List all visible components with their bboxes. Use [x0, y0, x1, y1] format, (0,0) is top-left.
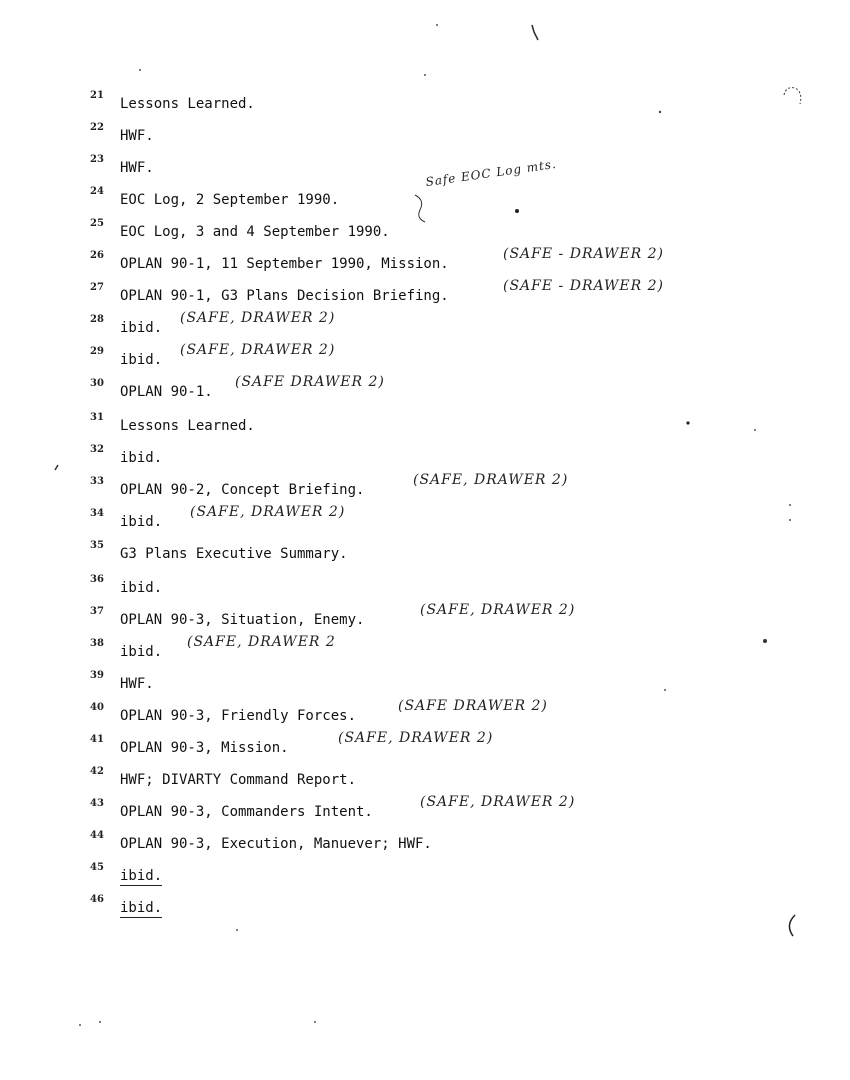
handwritten-annotation: (SAFE, DRAWER 2) [420, 794, 576, 810]
footnote-number: 33 [90, 476, 104, 487]
handwritten-annotation: (SAFE, DRAWER 2) [420, 602, 576, 618]
footnote-text: OPLAN 90-3, Friendly Forces. [120, 708, 357, 724]
footnote-text: ibid. [120, 644, 163, 660]
footnote-number: 46 [90, 894, 104, 905]
footnote-number: 28 [90, 314, 104, 325]
footnote-number: 31 [90, 412, 104, 423]
footnote-text: ibid. [120, 580, 163, 596]
footnote-text: OPLAN 90-3, Execution, Manuever; HWF. [120, 836, 432, 852]
footnote-text: ibid. [120, 352, 163, 368]
footnote-number: 36 [90, 574, 104, 585]
footnote-text: HWF. [120, 676, 154, 692]
footnote-number: 29 [90, 346, 104, 357]
handwritten-annotation: (SAFE, DRAWER 2) [413, 472, 569, 488]
footnote-number: 37 [90, 606, 104, 617]
footnote-number: 23 [90, 154, 104, 165]
footnote-text: HWF. [120, 128, 154, 144]
footnote-text: Lessons Learned. [120, 96, 255, 112]
footnote-text: HWF. [120, 160, 154, 176]
handwritten-annotation: Safe EOC Log mts. [424, 156, 558, 190]
footnote-number: 40 [90, 702, 104, 713]
footnote-number: 24 [90, 186, 104, 197]
footnote-text: OPLAN 90-2, Concept Briefing. [120, 482, 365, 498]
footnote-number: 32 [90, 444, 104, 455]
handwritten-annotation: (SAFE, DRAWER 2) [338, 730, 494, 746]
handwritten-annotation: (SAFE DRAWER 2) [235, 374, 385, 390]
footnote-text: EOC Log, 2 September 1990. [120, 192, 340, 208]
footnote-number: 30 [90, 378, 104, 389]
footnote-number: 34 [90, 508, 104, 519]
footnote-text: ibid. [120, 320, 163, 336]
handwritten-annotation: (SAFE DRAWER 2) [398, 698, 548, 714]
footnote-text: G3 Plans Executive Summary. [120, 546, 348, 562]
footnote-text: OPLAN 90-1, G3 Plans Decision Briefing. [120, 288, 449, 304]
footnote-text: OPLAN 90-3, Situation, Enemy. [120, 612, 365, 628]
footnote-text: EOC Log, 3 and 4 September 1990. [120, 224, 390, 240]
footnote-text: ibid. [120, 514, 163, 530]
footnote-text: ibid. [120, 900, 163, 916]
footnote-number: 21 [90, 90, 104, 101]
footnote-number: 39 [90, 670, 104, 681]
handwritten-annotation: (SAFE, DRAWER 2) [190, 504, 346, 520]
handwritten-annotation: (SAFE - DRAWER 2) [503, 278, 665, 294]
footnote-text: Lessons Learned. [120, 418, 255, 434]
footnote-number: 42 [90, 766, 104, 777]
footnote-number: 44 [90, 830, 104, 841]
footnote-text: ibid. [120, 868, 163, 884]
footnote-text: OPLAN 90-3, Mission. [120, 740, 289, 756]
footnote-text: OPLAN 90-1, 11 September 1990, Mission. [120, 256, 449, 272]
footnote-number: 45 [90, 862, 104, 873]
footnote-text: ibid. [120, 450, 163, 466]
footnote-number: 35 [90, 540, 104, 551]
footnote-text: OPLAN 90-1. [120, 384, 213, 400]
footnote-text: OPLAN 90-3, Commanders Intent. [120, 804, 373, 820]
handwritten-annotation: (SAFE, DRAWER 2) [180, 310, 336, 326]
handwritten-annotation: (SAFE, DRAWER 2 [187, 634, 336, 650]
handwritten-annotation: (SAFE - DRAWER 2) [503, 246, 665, 262]
footnote-number: 22 [90, 122, 104, 133]
footnote-text: HWF; DIVARTY Command Report. [120, 772, 357, 788]
handwritten-annotation: (SAFE, DRAWER 2) [180, 342, 336, 358]
footnote-number: 25 [90, 218, 104, 229]
footnote-number: 26 [90, 250, 104, 261]
footnote-number: 41 [90, 734, 104, 745]
footnote-number: 43 [90, 798, 104, 809]
footnote-number: 38 [90, 638, 104, 649]
footnote-number: 27 [90, 282, 104, 293]
